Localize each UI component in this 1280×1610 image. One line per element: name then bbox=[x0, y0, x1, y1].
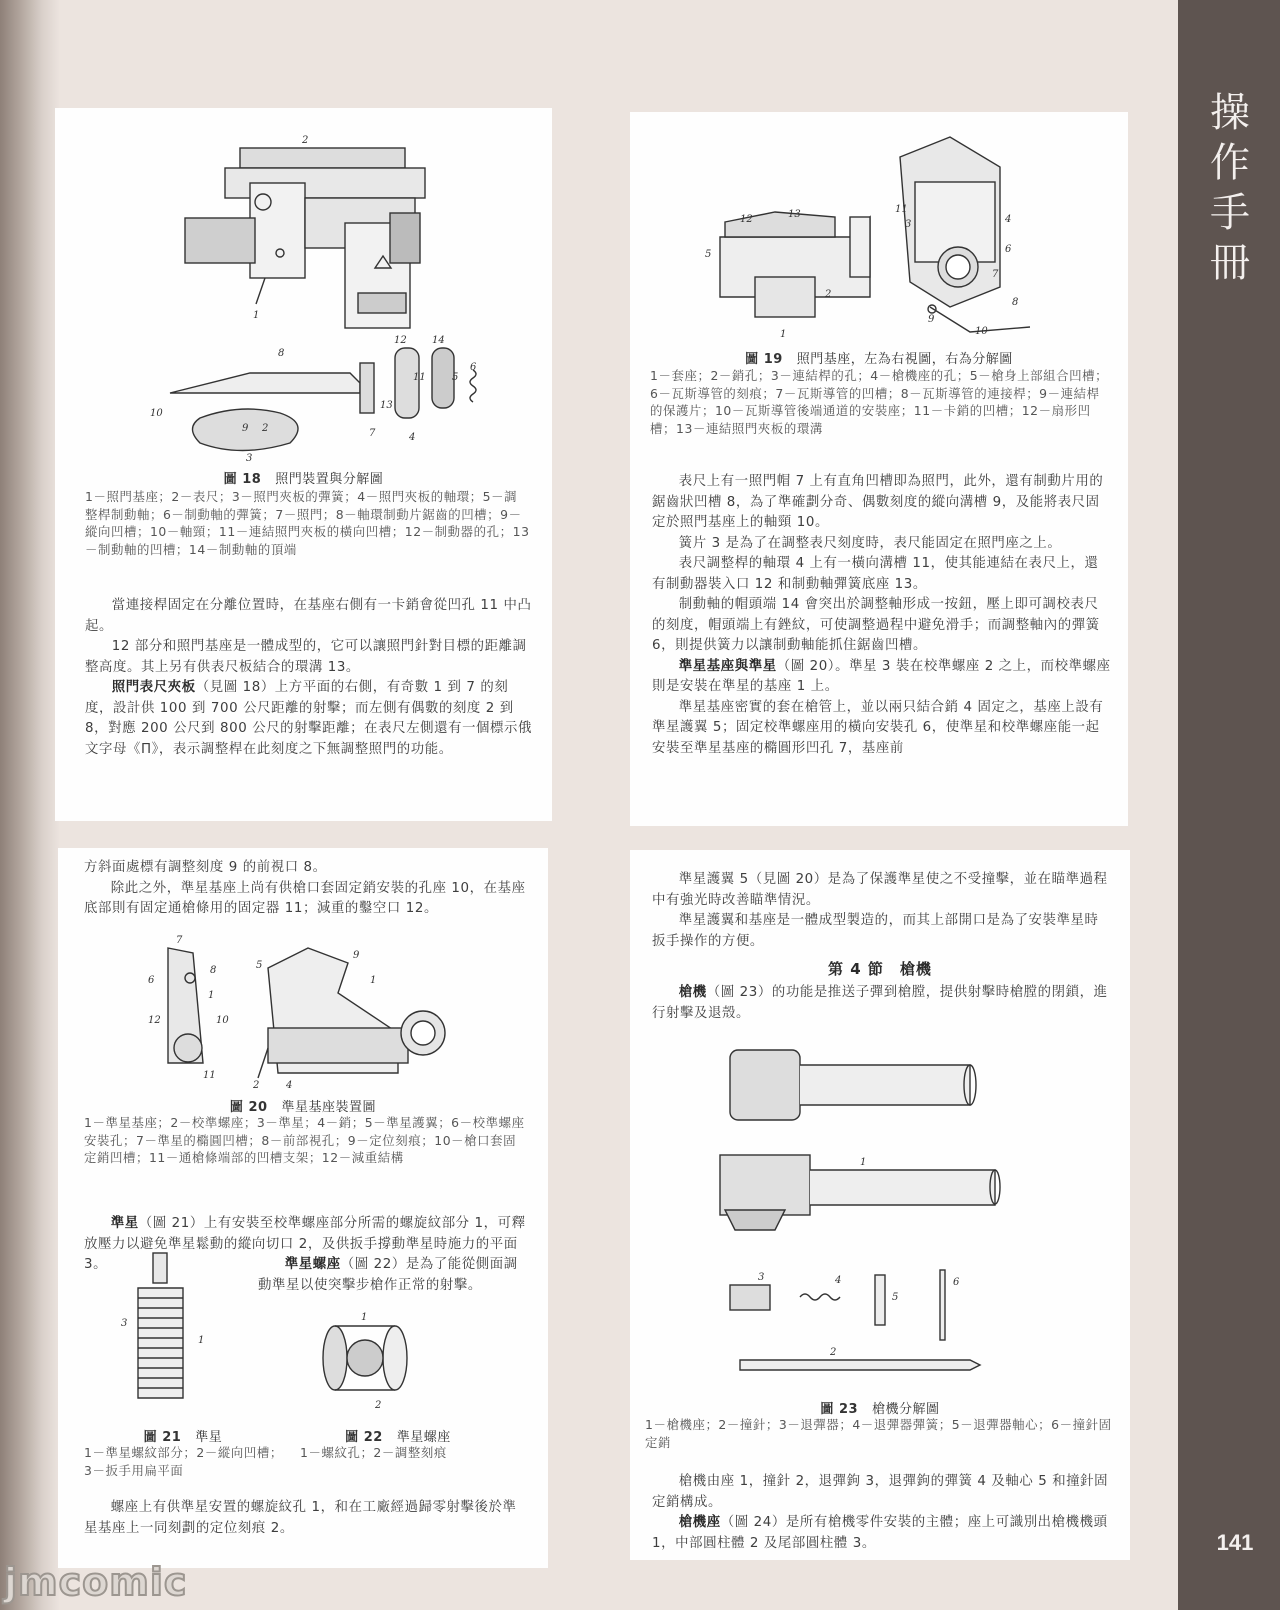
fig19-label-13: 13 bbox=[788, 209, 801, 220]
figure-19-caption-title bbox=[630, 348, 1128, 367]
paragraph: 槍機由座 1，撞針 2，退彈鉤 3，退彈鉤的彈簧 4 及軸心 5 和撞針固定銷構成。 bbox=[652, 1474, 1109, 1510]
panel-figure-20-22 bbox=[58, 848, 548, 1568]
figure-18-title: 照門裝置與分解圖 bbox=[275, 472, 384, 487]
fig23-label-5: 5 bbox=[892, 1292, 899, 1303]
paragraph: 除此之外，準星基座上尚有供槍口套固定銷安裝的孔座 10，在基座底部則有固定通槍條用的固定器 11；減重的鑿空口 12。 bbox=[84, 880, 526, 916]
figure-19-sight-base-drawing bbox=[700, 127, 1080, 342]
fig20-label-5: 5 bbox=[256, 960, 263, 971]
paragraph-text: （圖 23）的功能是推送子彈到槍膛，提供射擊時槍膛的閉鎖，進行射擊及退殼。 bbox=[652, 985, 1108, 1021]
fig19-label-12: 12 bbox=[740, 214, 753, 225]
term-bold: 準星基座與準星 bbox=[678, 658, 777, 674]
paragraph: 制動軸的帽頭端 14 會突出於調整軸形成一按鈕，壓上即可調校表尺的刻度，帽頭端上有銼紋，可使調整過程中避免滑手；而調整軸內的彈簧 6，則提供簧力以讓制動軸能抓住鋸齒凹槽。 bbox=[652, 597, 1100, 653]
fig20-label-7: 7 bbox=[176, 935, 183, 946]
figure-22-legend: 1－螺紋孔；2－調整刻痕 bbox=[300, 1445, 447, 1460]
fig18-label-5: 5 bbox=[452, 372, 459, 383]
figure-20-legend: 1－準星基座；2－校準螺座；3－準星；4－銷；5－準星護翼；6－校準螺座安裝孔；7－準星的橢圓凹槽；8－前部視孔；9－定位刻痕；10－槍口套固定銷凹槽；11－通槍條端部的凹槽支架；12－減重結構 bbox=[84, 1115, 525, 1165]
figure-21-caption-title bbox=[98, 1426, 268, 1445]
fig18-label-6: 6 bbox=[470, 362, 477, 373]
figure-22-title: 準星螺座 bbox=[396, 1430, 451, 1445]
paragraph: 表尺上有一照門帽 7 上有直角凹槽即為照門，此外，還有制動片用的鋸齒狀凹槽 8，為了準確劃分奇、偶數刻度的縱向溝槽 9，及能將表尺固定於照門基座上的軸頸 10。 bbox=[652, 474, 1104, 530]
paragraph bbox=[85, 678, 533, 760]
fig22-label-2: 2 bbox=[375, 1400, 382, 1411]
paragraph-text: （圖 20）。準星 3 裝在校準螺座 2 之上，而校準螺座則是安裝在準星的基座 1 上。 bbox=[652, 658, 1111, 694]
fig20-label-1: 1 bbox=[208, 990, 215, 1001]
fig20-label-6: 6 bbox=[148, 975, 155, 986]
fig19-label-9: 9 bbox=[928, 314, 935, 325]
figure-21-number: 圖 21 bbox=[143, 1430, 182, 1445]
paragraph: 螺座上有供準星安置的螺旋紋孔 1，和在工廠經過歸零射擊後於準星基座上一同刻劃的定位刻痕 2。 bbox=[84, 1500, 517, 1536]
fig18-label-4: 4 bbox=[409, 432, 416, 443]
figure-22-number: 圖 22 bbox=[345, 1430, 383, 1445]
figure-20-title: 準星基座裝置圖 bbox=[281, 1100, 377, 1115]
watermark-logo: jmcomic bbox=[4, 1560, 188, 1604]
fig18-label-2: 2 bbox=[302, 135, 309, 146]
panel-4-bottom-text bbox=[652, 1472, 1112, 1554]
fig20-label-9: 9 bbox=[353, 950, 360, 961]
panel-4-top-text bbox=[652, 870, 1112, 952]
fig22-label-1: 1 bbox=[361, 1312, 368, 1323]
figure-23-number: 圖 23 bbox=[820, 1402, 859, 1417]
figure-21-front-sight-drawing bbox=[113, 1248, 253, 1418]
figure-19-title: 照門基座，左為右視圖，右為分解圖 bbox=[796, 352, 1013, 367]
paragraph bbox=[258, 1255, 528, 1296]
fig21-label-3: 3 bbox=[121, 1318, 128, 1329]
term-bold: 槍機座 bbox=[678, 1515, 721, 1530]
fig18-label-8: 8 bbox=[278, 348, 285, 359]
term-bold: 準星 bbox=[110, 1216, 139, 1231]
fig18-label-7: 7 bbox=[369, 428, 376, 439]
fig19-label-5: 5 bbox=[705, 249, 712, 260]
fig23-label-4: 4 bbox=[835, 1275, 842, 1286]
fig20-label-4: 4 bbox=[286, 1080, 293, 1091]
fig18-label-12: 12 bbox=[394, 335, 407, 346]
fig19-label-4: 4 bbox=[1005, 214, 1012, 225]
fig19-label-7: 7 bbox=[992, 269, 999, 280]
figure-20-number: 圖 20 bbox=[229, 1100, 268, 1115]
section-heading: 第 4 節 槍機 bbox=[828, 960, 932, 978]
panel-4-bolt-intro-text bbox=[652, 983, 1112, 1024]
book-spine-shadow bbox=[0, 0, 60, 1610]
paragraph: 準星護翼 5（見圖 20）是為了保護準星使之不受撞擊，並在瞄準過程中有強光時改善瞄準情況。 bbox=[652, 872, 1108, 908]
fig19-label-2: 2 bbox=[825, 289, 832, 300]
fig19-label-3: 3 bbox=[905, 219, 912, 230]
panel-3-sight-screw-text bbox=[258, 1255, 528, 1296]
fig20-label-11: 11 bbox=[203, 1070, 216, 1081]
fig19-label-10: 10 bbox=[975, 326, 988, 337]
panel-3-top-text bbox=[84, 858, 529, 920]
paragraph: 簧片 3 是為了在調整表尺刻度時，表尺能固定在照門座之上。 bbox=[678, 535, 1062, 551]
figure-19-legend: 1－套座；2－銷孔；3－連結桿的孔；4－槍機座的孔；5－槍身上部組合凹槽；6－瓦斯導管的刻痕；7－瓦斯導管的凹槽；8－瓦斯導管的連接桿；9－連結桿的保護片；10－瓦斯導管後端通道的安裝座；11－卡銷的凹槽；12－扇形凹槽；13－連結照門夾板的環溝 bbox=[650, 368, 1109, 436]
figure-18-caption-title bbox=[55, 468, 552, 487]
paragraph: 當連接桿固定在分離位置時，在基座右側有一卡銷會從凹孔 11 中凸起。 bbox=[85, 598, 532, 634]
fig18-label-9: 9 bbox=[242, 423, 249, 434]
paragraph: 12 部分和照門基座是一體成型的，它可以讓照門針對目標的距離調整高度。其上另有供表尺板結合的環溝 13。 bbox=[85, 639, 527, 675]
fig23-label-1: 1 bbox=[860, 1157, 867, 1168]
fig18-label-10: 10 bbox=[150, 408, 163, 419]
fig18-label-14: 14 bbox=[432, 335, 445, 346]
panel-figure-19 bbox=[630, 112, 1128, 826]
fig18-label-1: 1 bbox=[253, 310, 260, 321]
paragraph-text: （圖 24）是所有槍機零件安裝的主體；座上可識別出槍機機頭 1，中部圓柱體 2 及尾部圓柱體 3。 bbox=[652, 1515, 1108, 1551]
paragraph-text: （圖 21）上有安裝至校準螺座部分所需的螺旋紋部分 1，可釋放壓力以避免準星鬆動的縱向切口 2，及供扳手撐動準星時施力的平面 3。 bbox=[84, 1216, 526, 1272]
paragraph-text: （圖 22）是為了能從側面調動準星以使突擊步槍作正常的射擊。 bbox=[258, 1257, 518, 1293]
term-bold: 準星螺座 bbox=[284, 1257, 341, 1272]
panel-figure-18 bbox=[55, 108, 552, 821]
panel-1-body-text bbox=[85, 596, 533, 760]
figure-21-legend: 1－準星螺紋部分；2－縱向凹槽；3－扳手用扁平面 bbox=[84, 1445, 283, 1478]
term-bold: 槍機 bbox=[678, 985, 707, 1000]
figure-18-rear-sight-drawing bbox=[130, 118, 477, 464]
figure-19-number: 圖 19 bbox=[745, 352, 783, 367]
fig19-label-1: 1 bbox=[780, 329, 787, 340]
fig23-label-2: 2 bbox=[830, 1347, 837, 1358]
paragraph bbox=[652, 1513, 1112, 1554]
fig21-label-1: 1 bbox=[198, 1335, 205, 1346]
page-number: 141 bbox=[1216, 1530, 1254, 1555]
figure-21-title: 準星 bbox=[195, 1430, 223, 1445]
figure-22-sight-screw-drawing bbox=[313, 1308, 433, 1418]
figure-23-title: 槍機分解圖 bbox=[872, 1402, 940, 1417]
figure-22-caption-title bbox=[298, 1426, 498, 1445]
figure-18-number: 圖 18 bbox=[223, 472, 262, 487]
figure-20-caption-title bbox=[58, 1096, 548, 1115]
figure-18-legend: 1－照門基座；2－表尺；3－照門夾板的彈簧；4－照門夾板的軸環；5－調整桿制動軸；6－制動軸的彈簧；7－照門；8－軸環制動片鋸齒的凹槽；9－縱向凹槽；10－軸頸；11－連結照門夾板的橫向凹槽；12－制動器的孔；13－制動軸的凹槽；14－制動軸的頂端 bbox=[85, 489, 530, 557]
fig20-label-10: 10 bbox=[216, 1015, 229, 1026]
figure-23-bolt-exploded-drawing bbox=[700, 1035, 1070, 1370]
chapter-tab-title: 操作手冊 bbox=[1210, 90, 1250, 286]
fig19-label-11: 11 bbox=[895, 204, 908, 215]
fig23-label-6: 6 bbox=[953, 1277, 960, 1288]
paragraph bbox=[652, 657, 1112, 698]
fig18-label-13: 13 bbox=[380, 400, 393, 411]
fig20-label-2: 2 bbox=[253, 1080, 260, 1091]
fig18-label-11: 11 bbox=[413, 372, 426, 383]
term-bold: 照門表尺夾板 bbox=[111, 680, 196, 695]
fig19-label-6: 6 bbox=[1005, 244, 1012, 255]
fig20-label-12: 12 bbox=[148, 1015, 161, 1026]
paragraph: 方斜面處標有調整刻度 9 的前視口 8。 bbox=[84, 860, 327, 875]
panel-2-body-text bbox=[652, 472, 1112, 759]
paragraph: 準星基座密實的套在槍管上，並以兩只結合銷 4 固定之，基座上設有準星護翼 5；固定校準螺座用的橫向安裝孔 6，使準星和校準螺座能一起安裝至準星基座的橢圓形凹孔 7，基座前 bbox=[652, 699, 1104, 756]
figure-20-front-sight-base-drawing bbox=[138, 928, 468, 1093]
panel-section-4-bolt bbox=[630, 850, 1130, 1560]
fig18-label-3: 3 bbox=[246, 453, 253, 464]
paragraph-text: （見圖 18）上方平面的右側，有奇數 1 到 7 的刻度，設計供 100 到 700 公尺距離的射擊；而左側有偶數的刻度 2 到 8，對應 200 公尺到 800 公尺的射擊距離；在表尺左側還有一個標示俄文字母《П》，表示調整桿在此刻度之下無調整照門的功能。 bbox=[85, 680, 533, 757]
fig20-label-8: 8 bbox=[210, 965, 217, 976]
paragraph bbox=[652, 983, 1112, 1024]
figure-23-legend: 1－槍機座；2－撞針；3－退彈器；4－退彈器彈簧；5－退彈器軸心；6－撞針固定銷 bbox=[645, 1417, 1112, 1450]
figure-23-caption-title bbox=[630, 1398, 1130, 1417]
panel-3-bottom-text bbox=[84, 1498, 529, 1539]
fig23-label-3: 3 bbox=[758, 1272, 765, 1283]
fig19-label-8: 8 bbox=[1012, 297, 1019, 308]
paragraph: 準星護翼和基座是一體成型製造的，而其上部開口是為了安裝準星時扳手操作的方便。 bbox=[652, 913, 1099, 949]
fig18-label-2b: 2 bbox=[262, 423, 269, 434]
paragraph: 表尺調整桿的軸環 4 上有一橫向溝槽 11，使其能連結在表尺上，還有制動器裝入口 12 和制動軸彈簧底座 13。 bbox=[652, 556, 1099, 592]
fig20-label-1b: 1 bbox=[370, 975, 377, 986]
